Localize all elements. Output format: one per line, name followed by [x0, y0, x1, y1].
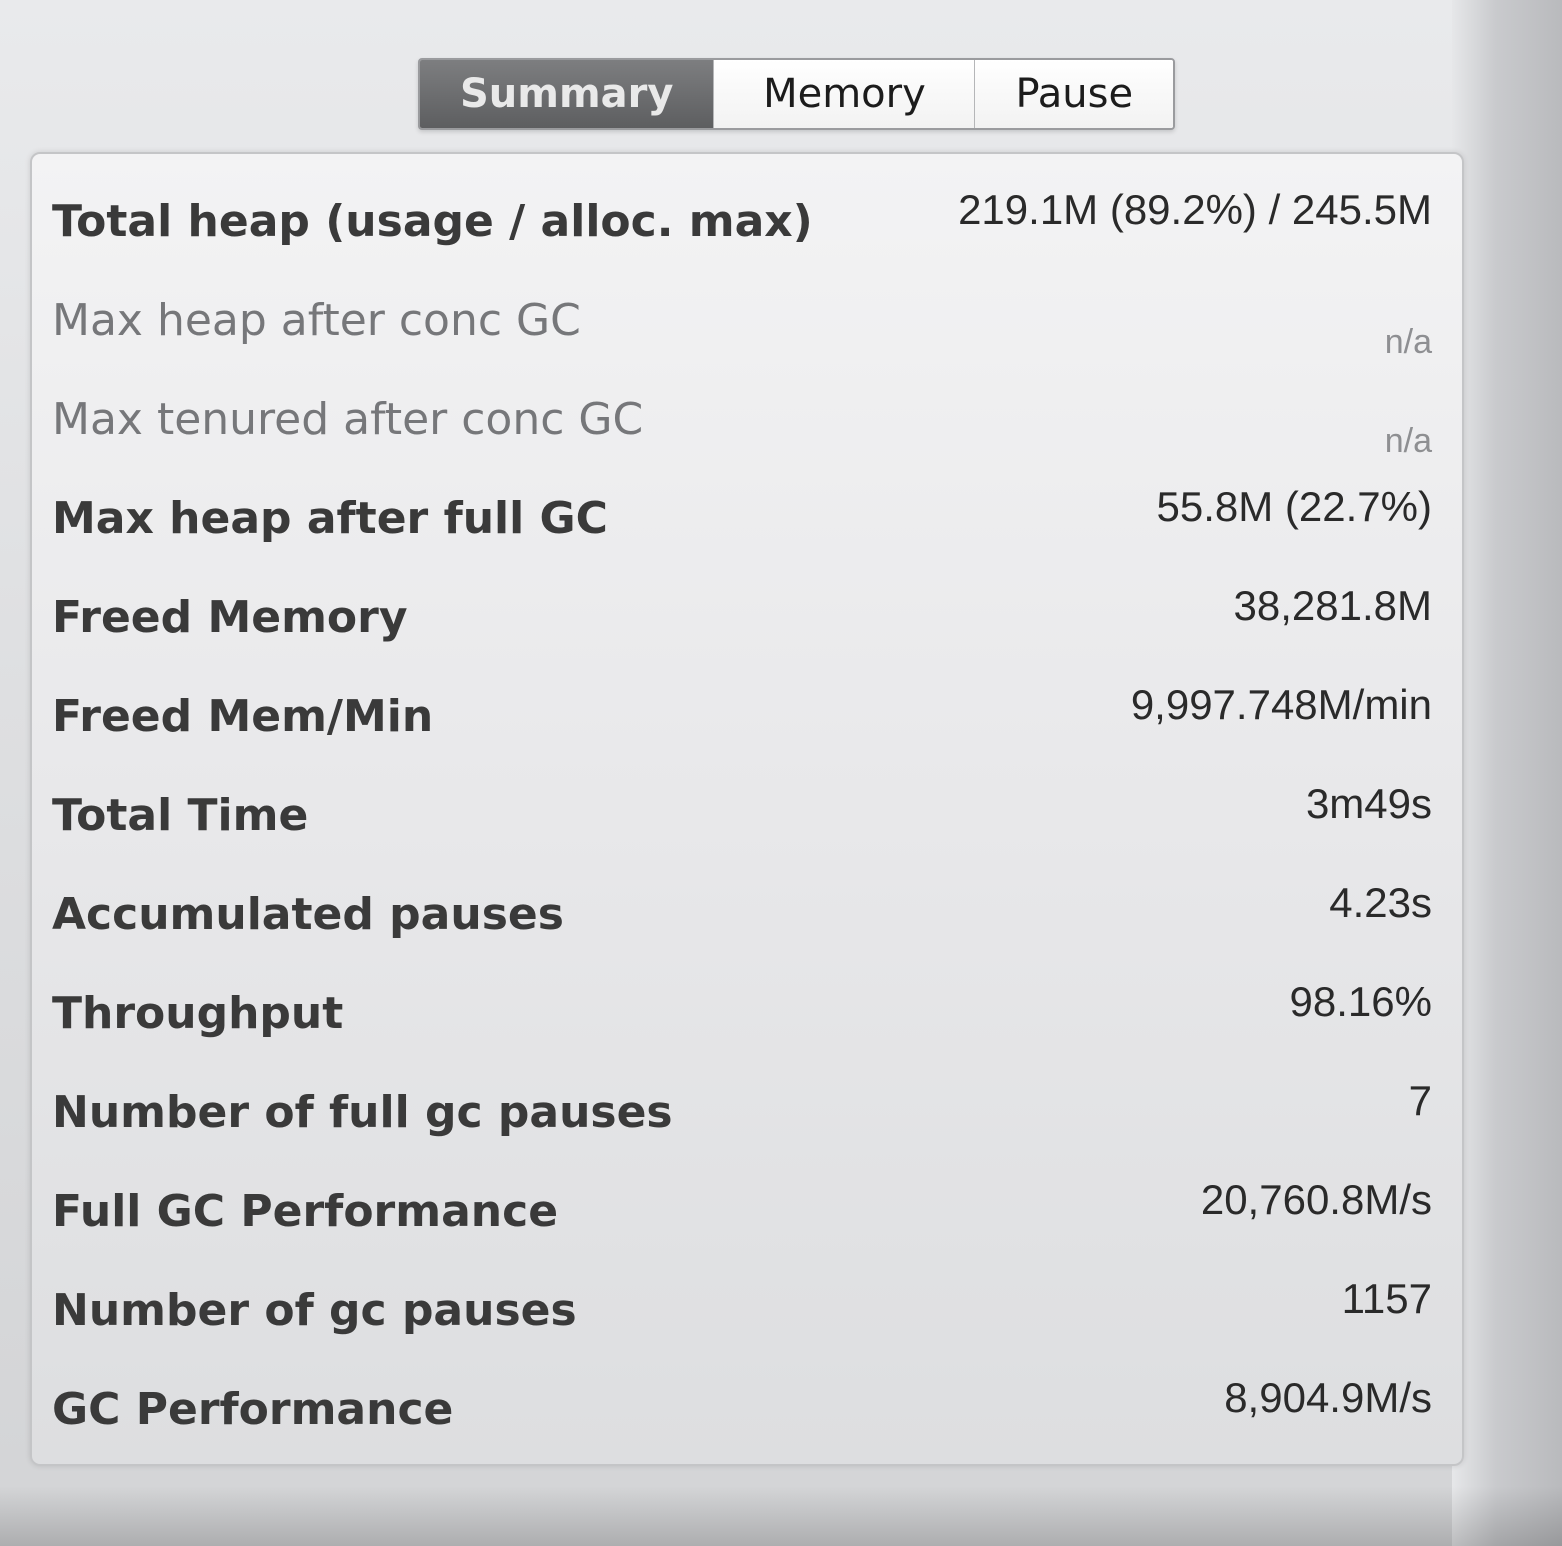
row-label: Freed Mem/Min — [52, 691, 434, 742]
row-total-heap — [52, 184, 1432, 283]
summary-table — [52, 184, 1432, 1471]
row-label: Max tenured after conc GC — [52, 394, 644, 445]
row-value: 7 — [1408, 1077, 1432, 1124]
row-value: 8,904.9M/s — [1224, 1374, 1432, 1421]
row-label: GC Performance — [52, 1384, 454, 1435]
row-label: Full GC Performance — [52, 1186, 559, 1237]
summary-panel — [30, 152, 1464, 1466]
row-label: Freed Memory — [52, 592, 408, 643]
row-value: 219.1M (89.2%) / 245.5M — [958, 186, 1432, 233]
tab-summary[interactable]: Summary — [420, 60, 714, 128]
row-label: Max heap after conc GC — [52, 295, 581, 346]
row-value: 38,281.8M — [1233, 582, 1432, 629]
row-label: Throughput — [52, 988, 344, 1039]
row-value: n/a — [1384, 422, 1432, 460]
row-value: 55.8M (22.7%) — [1156, 483, 1432, 530]
row-freed-mem-min — [52, 679, 1432, 778]
row-value: 9,997.748M/min — [1130, 681, 1432, 728]
row-label: Number of gc pauses — [52, 1285, 577, 1336]
row-label: Max heap after full GC — [52, 493, 608, 544]
row-max-heap-full-gc — [52, 481, 1432, 580]
row-gc-pauses — [52, 1273, 1432, 1372]
row-total-time — [52, 778, 1432, 877]
bottom-shadow — [0, 1486, 1562, 1546]
row-value: 1157 — [1341, 1275, 1432, 1322]
row-label: Number of full gc pauses — [52, 1087, 673, 1138]
row-label: Total Time — [52, 790, 309, 841]
row-value: 20,760.8M/s — [1200, 1176, 1432, 1223]
row-throughput — [52, 976, 1432, 1075]
row-max-tenured-conc-gc — [52, 382, 1432, 481]
row-label: Accumulated pauses — [52, 889, 564, 940]
row-value: n/a — [1384, 323, 1432, 361]
tab-pause[interactable]: Pause — [975, 60, 1173, 128]
row-max-heap-conc-gc — [52, 283, 1432, 382]
row-freed-memory — [52, 580, 1432, 679]
window-edge — [1452, 0, 1562, 1546]
row-full-gc-performance — [52, 1174, 1432, 1273]
tab-memory[interactable]: Memory — [714, 60, 975, 128]
row-full-gc-pauses — [52, 1075, 1432, 1174]
row-value: 4.23s — [1329, 879, 1432, 926]
row-label: Total heap (usage / alloc. max) — [52, 196, 813, 247]
row-value: 98.16% — [1289, 978, 1432, 1025]
row-value: 3m49s — [1305, 780, 1432, 827]
row-accumulated-pauses — [52, 877, 1432, 976]
row-gc-performance — [52, 1372, 1432, 1471]
tab-bar — [418, 58, 1175, 130]
